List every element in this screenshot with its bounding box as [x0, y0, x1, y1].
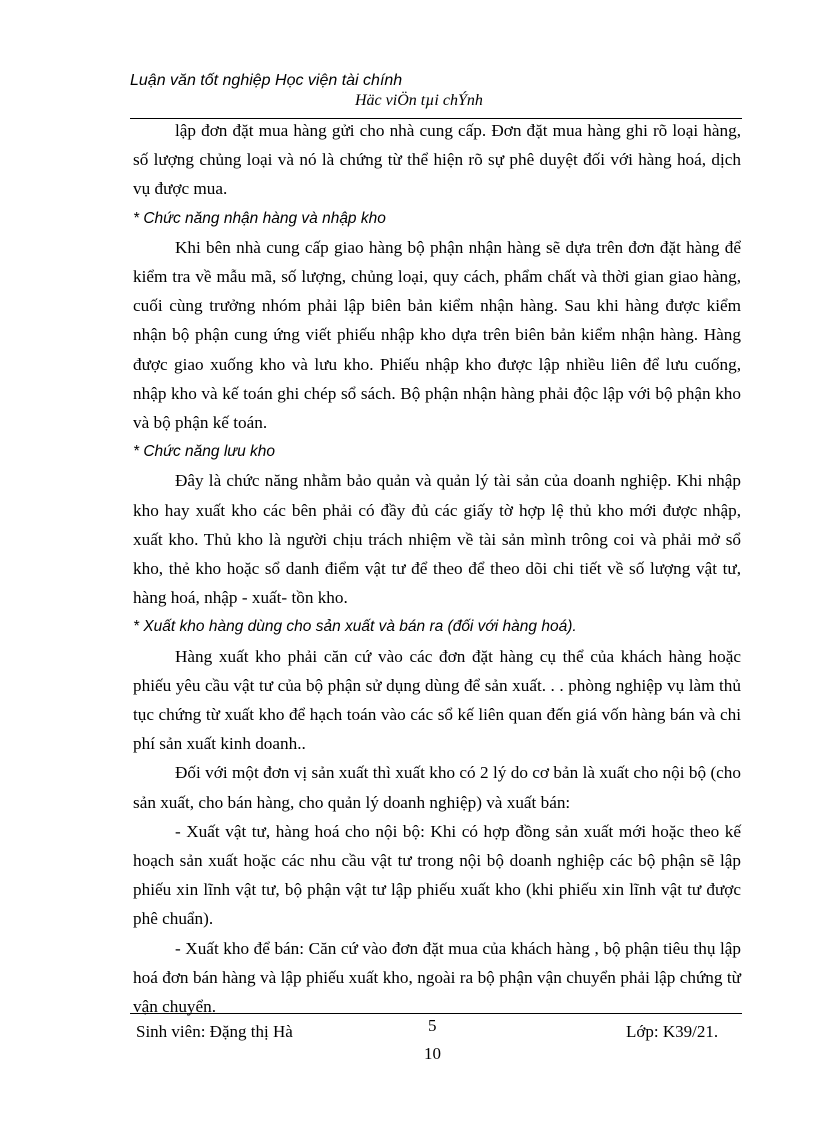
footer-class: Lớp: K39/21.	[626, 1022, 719, 1041]
paragraph-3: Đây là chức năng nhằm bảo quản và quản lý tài sản của doanh nghiệp. Khi nhập kho hay xuất kho các bên phải có đầy đủ các giấy tờ hợp lệ thủ kho mới được nhập, xuất kho. Thủ kho là người chịu trách nhiệm về tài sản mình trông coi và phải mở sổ kho, thẻ kho hoặc sổ danh điểm vật tư để theo để theo dõi chi tiết về số lượng vật tư, hàng hoá, nhập - xuất- tồn kho.	[133, 471, 741, 608]
paragraph-7: - Xuất kho để bán: Căn cứ vào đơn đặt mua của khách hàng , bộ phận tiêu thụ lập hoá đơn bán hàng và lập phiếu xuất kho, ngoài ra bộ phận vận chuyển phải lập chứng từ vận chuyển.	[133, 938, 741, 1017]
paragraph-1: lập đơn đặt mua hàng gửi cho nhà cung cấp. Đơn đặt mua hàng ghi rõ loại hàng, số lượng chủng loại và nó là chứng từ thể hiện rõ sự phê duyệt đối với hàng hoá, dịch vụ được mua.	[133, 121, 741, 199]
paragraph-4: Hàng xuất kho phải căn cứ vào các đơn đặt hàng cụ thể của khách hàng hoặc phiếu yêu cầu vật tư của bộ phận sử dụng dùng để sản xuất. . . phòng nghiệp vụ làm thủ tục chứng từ xuất kho để hạch toán vào các sổ kế liên quan đến giá vốn hàng bán và chi phí sản xuất kinh doanh..	[133, 646, 741, 754]
paragraph-5: Đối với một đơn vị sản xuất thì xuất kho có 2 lý do cơ bản là xuất cho nội bộ (cho sản xuất, cho bán hàng, cho quản lý doanh nghiệp) và xuất bán:	[133, 763, 741, 812]
footer-sequence-number: 10	[424, 1044, 441, 1063]
footer-student: Sinh viên: Đặng thị Hà	[136, 1022, 293, 1041]
header-subtitle: Häc viÖn tµi chÝnh	[355, 92, 483, 109]
section-heading-receiving: * Chức năng nhận hàng và nhập kho	[133, 209, 386, 227]
header-title: Luận văn tốt nghiệp Học viện tài chính	[130, 72, 403, 89]
section-heading-issue: * Xuất kho hàng dùng cho sản xuất và bán ra (đối với hàng hoá).	[133, 618, 577, 636]
footer-page-number: 5	[428, 1016, 437, 1035]
paragraph-6: - Xuất vật tư, hàng hoá cho nội bộ: Khi có hợp đồng sản xuất mới hoặc theo kế hoạch sản xuất hoặc các nhu cầu vật tư trong nội bộ doanh nghiệp các bộ phận sẽ lập phiếu xin lĩnh vật tư, bộ phận vật tư lập phiếu xuất kho (khi phiếu xin lĩnh vật tư được phê chuẩn).	[133, 821, 741, 929]
paragraph-2: Khi bên nhà cung cấp giao hàng bộ phận nhận hàng sẽ dựa trên đơn đặt hàng để kiểm tra về mẫu mã, số lượng, chủng loại, quy cách, phẩm chất và thời gian giao hàng, cuối cùng trưởng nhóm phải lập biên bản kiểm nhận hàng. Sau khi hàng được kiểm nhận bộ phận cung ứng viết phiếu nhập kho dựa trên biên bản kiểm nhận hàng. Hàng được giao xuống kho và lưu kho. Phiếu nhập kho được lập nhiều liên để lưu cuống, nhập kho và kế toán ghi chép sổ sách. Bộ phận nhận hàng phải độc lập với bộ phận kho và bộ phận kế toán.	[133, 237, 741, 433]
section-heading-storage: * Chức năng lưu kho	[133, 443, 276, 461]
footer-divider	[130, 1013, 742, 1014]
document-body	[133, 116, 741, 1021]
